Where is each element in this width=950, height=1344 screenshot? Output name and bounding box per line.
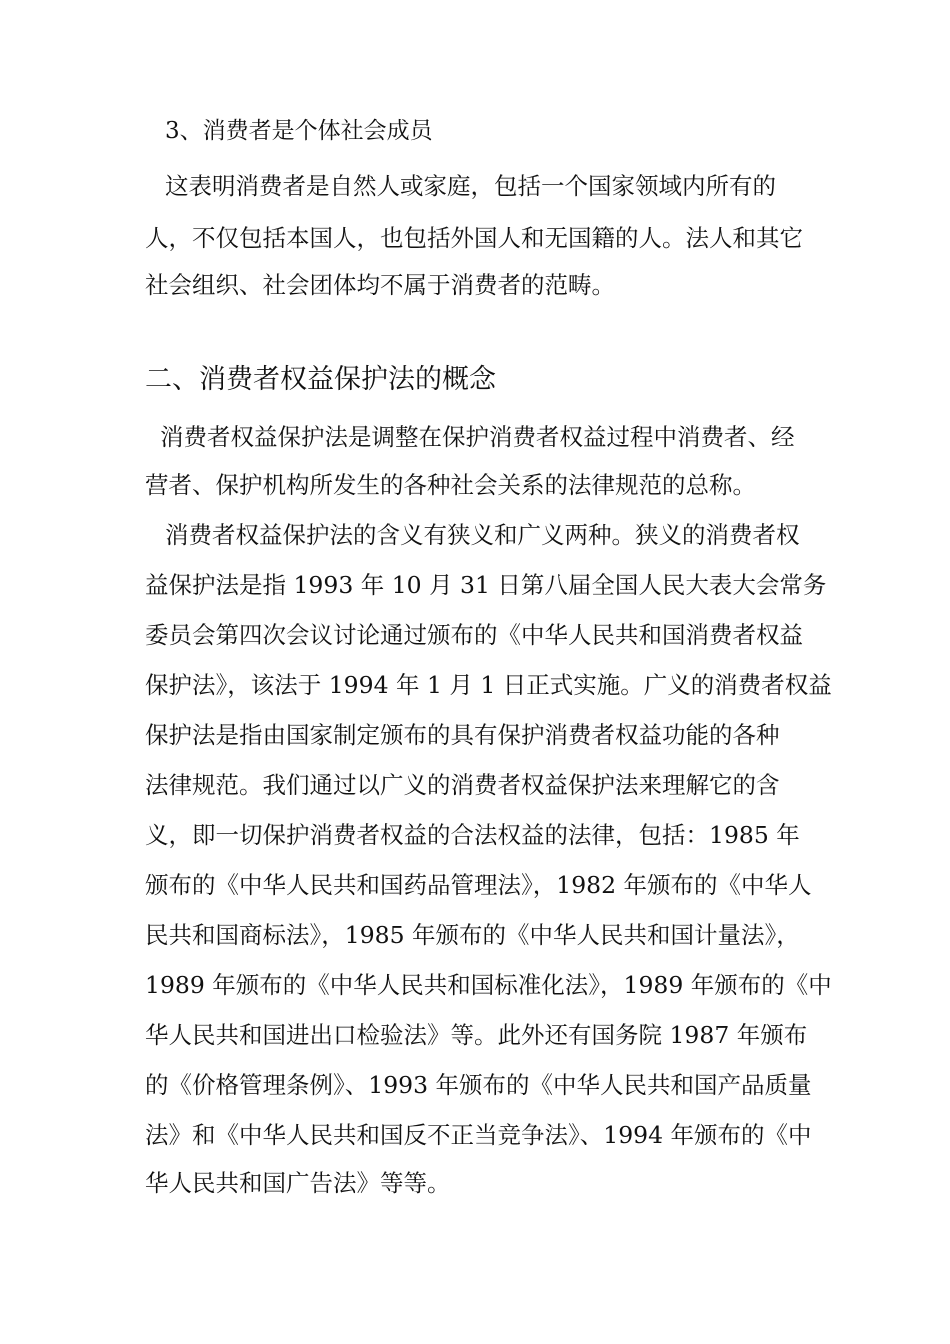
paragraph-2-line-8: 颁布的《中华人民共和国药品管理法》，1982 年颁布的《中华人 (145, 871, 812, 899)
section-two-heading: 二、消费者权益保护法的概念 (145, 364, 496, 395)
paragraph-2-line-1: 消费者权益保护法的含义有狭义和广义两种。狭义的消费者权 (165, 521, 800, 549)
paragraph-2-line-13: 法》和《中华人民共和国反不正当竞争法》、1994 年颁布的《中 (145, 1121, 812, 1149)
paragraph-2-line-7: 义，即一切保护消费者权益的合法权益的法律，包括：1985 年 (145, 821, 800, 849)
paragraph-1-line-2: 营者、保护机构所发生的各种社会关系的法律规范的总称。 (145, 471, 756, 499)
point-3-title: 3、消费者是个体社会成员 (165, 118, 433, 144)
point-3-line-1: 这表明消费者是自然人或家庭，包括一个国家领域内所有的 (165, 172, 776, 200)
paragraph-2-line-9: 民共和国商标法》，1985 年颁布的《中华人民共和国计量法》， (145, 921, 800, 949)
point-3-line-2: 人，不仅包括本国人，也包括外国人和无国籍的人。法人和其它 (145, 224, 803, 252)
paragraph-2-line-12: 的《价格管理条例》、1993 年颁布的《中华人民共和国产品质量 (145, 1071, 812, 1099)
point-3-line-3: 社会组织、社会团体均不属于消费者的范畴。 (145, 271, 615, 299)
paragraph-2-line-4: 保护法》，该法于 1994 年 1 月 1 日正式实施。广义的消费者权益 (145, 671, 832, 699)
paragraph-2-line-2: 益保护法是指 1993 年 10 月 31 日第八届全国人民大表大会常务 (145, 571, 827, 599)
paragraph-2-line-6: 法律规范。我们通过以广义的消费者权益保护法来理解它的含 (145, 771, 780, 799)
paragraph-2-line-14: 华人民共和国广告法》等等。 (145, 1169, 451, 1197)
paragraph-2-line-10: 1989 年颁布的《中华人民共和国标准化法》，1989 年颁布的《中 (145, 971, 832, 999)
paragraph-2-line-5: 保护法是指由国家制定颁布的具有保护消费者权益功能的各种 (145, 721, 780, 749)
paragraph-2-line-3: 委员会第四次会议讨论通过颁布的《中华人民共和国消费者权益 (145, 621, 803, 649)
paragraph-1-line-1: 消费者权益保护法是调整在保护消费者权益过程中消费者、经 (160, 423, 795, 451)
paragraph-2-line-11: 华人民共和国进出口检验法》等。此外还有国务院 1987 年颁布 (145, 1021, 808, 1049)
